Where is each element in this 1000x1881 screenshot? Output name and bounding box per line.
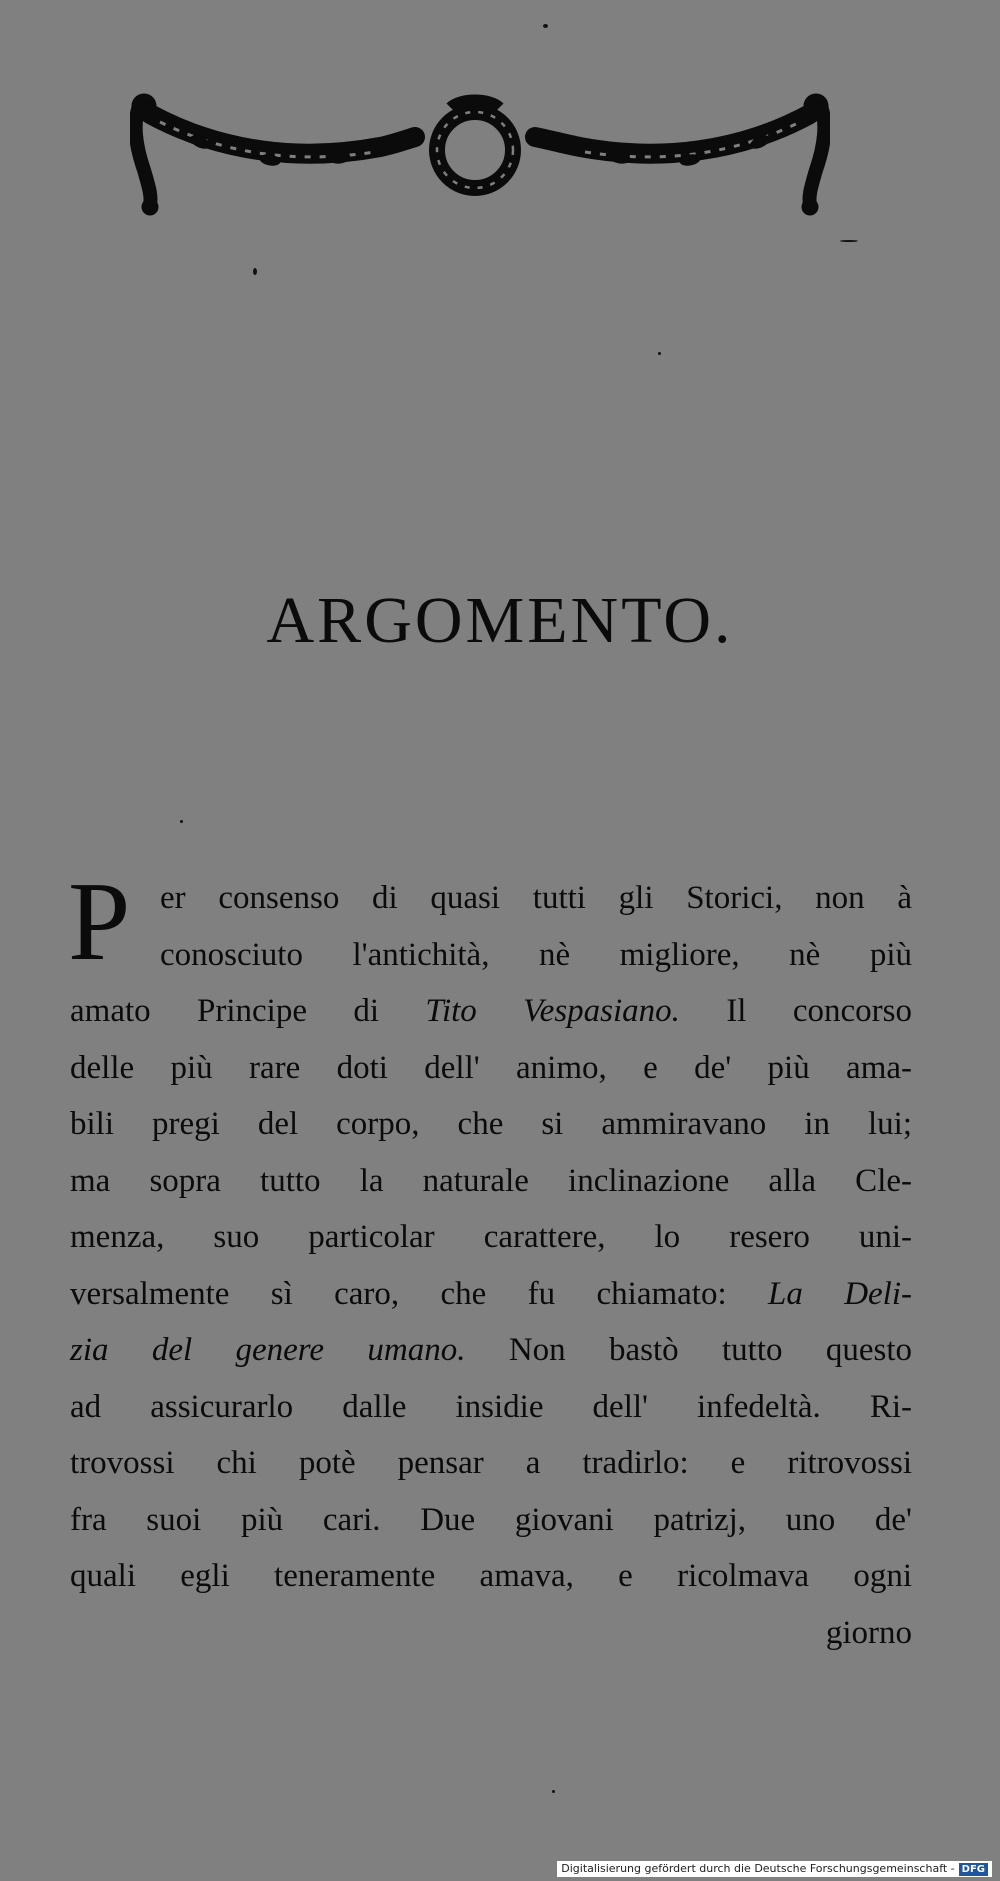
text-line bbox=[70, 927, 912, 984]
text-line bbox=[70, 1548, 912, 1605]
text-run: conosciuto l'antichità, nè migliore, nè più bbox=[160, 936, 912, 973]
scan-speck bbox=[658, 352, 661, 355]
text-line bbox=[70, 1153, 912, 1210]
dfg-logo: DFG bbox=[959, 1863, 988, 1876]
text-run: quali egli teneramente amava, e ricolmava ogni bbox=[70, 1558, 912, 1594]
text-line bbox=[70, 1096, 912, 1153]
argument-paragraph bbox=[68, 860, 912, 1661]
text-run: er consenso di quasi tutti gli Storici, non à bbox=[160, 880, 912, 916]
text-line bbox=[70, 1492, 912, 1549]
italic-phrase: zia del genere umano. bbox=[70, 1332, 466, 1368]
text-line bbox=[70, 1322, 912, 1379]
italic-phrase: La Deli- bbox=[767, 1275, 912, 1312]
text-run: trovossi chi potè pensar a tradirlo: e ritrovossi bbox=[70, 1445, 912, 1481]
text-run: versalmente sì caro, che fu chiamato: bbox=[70, 1275, 768, 1312]
text-line bbox=[70, 983, 912, 1040]
scan-speck bbox=[552, 1790, 555, 1793]
text-line bbox=[70, 1605, 912, 1662]
text-run: amato Principe di bbox=[70, 993, 426, 1029]
text-run: fra suoi più cari. Due giovani patrizj, uno de' bbox=[70, 1501, 912, 1538]
text-run: delle più rare doti dell' animo, e de' più ama- bbox=[70, 1049, 912, 1086]
text-line bbox=[70, 1435, 912, 1492]
text-line bbox=[70, 1040, 912, 1097]
text-run: Non bastò tutto questo bbox=[465, 1332, 912, 1368]
text-run: ad assicurarlo dalle insidie dell' infedeltà. Ri- bbox=[70, 1388, 912, 1425]
digitization-footer bbox=[557, 1861, 992, 1877]
text-line bbox=[70, 1266, 912, 1323]
text-run: Il concorso bbox=[679, 993, 912, 1029]
garland-ornament-icon bbox=[130, 92, 830, 222]
text-run: ma sopra tutto la naturale inclinazione alla Cle- bbox=[70, 1162, 912, 1199]
scan-speck bbox=[180, 820, 183, 823]
text-line bbox=[70, 1209, 912, 1266]
drop-cap: P bbox=[68, 860, 131, 984]
text-run: giorno bbox=[825, 1614, 912, 1651]
scan-speck bbox=[840, 240, 858, 242]
page-title: ARGOMENTO. bbox=[266, 584, 734, 657]
text-line bbox=[70, 1379, 912, 1436]
text-run: bili pregi del corpo, che si ammiravano in lui; bbox=[70, 1106, 912, 1142]
text-line bbox=[70, 870, 912, 927]
scan-speck bbox=[543, 24, 548, 28]
scan-speck bbox=[253, 268, 257, 275]
text-run: menza, suo particolar carattere, lo resero uni- bbox=[70, 1219, 912, 1255]
italic-phrase: Tito Vespasiano. bbox=[425, 993, 680, 1029]
footer-text: Digitalisierung gefördert durch die Deutsche Forschungsgemeinschaft - bbox=[561, 1862, 955, 1875]
